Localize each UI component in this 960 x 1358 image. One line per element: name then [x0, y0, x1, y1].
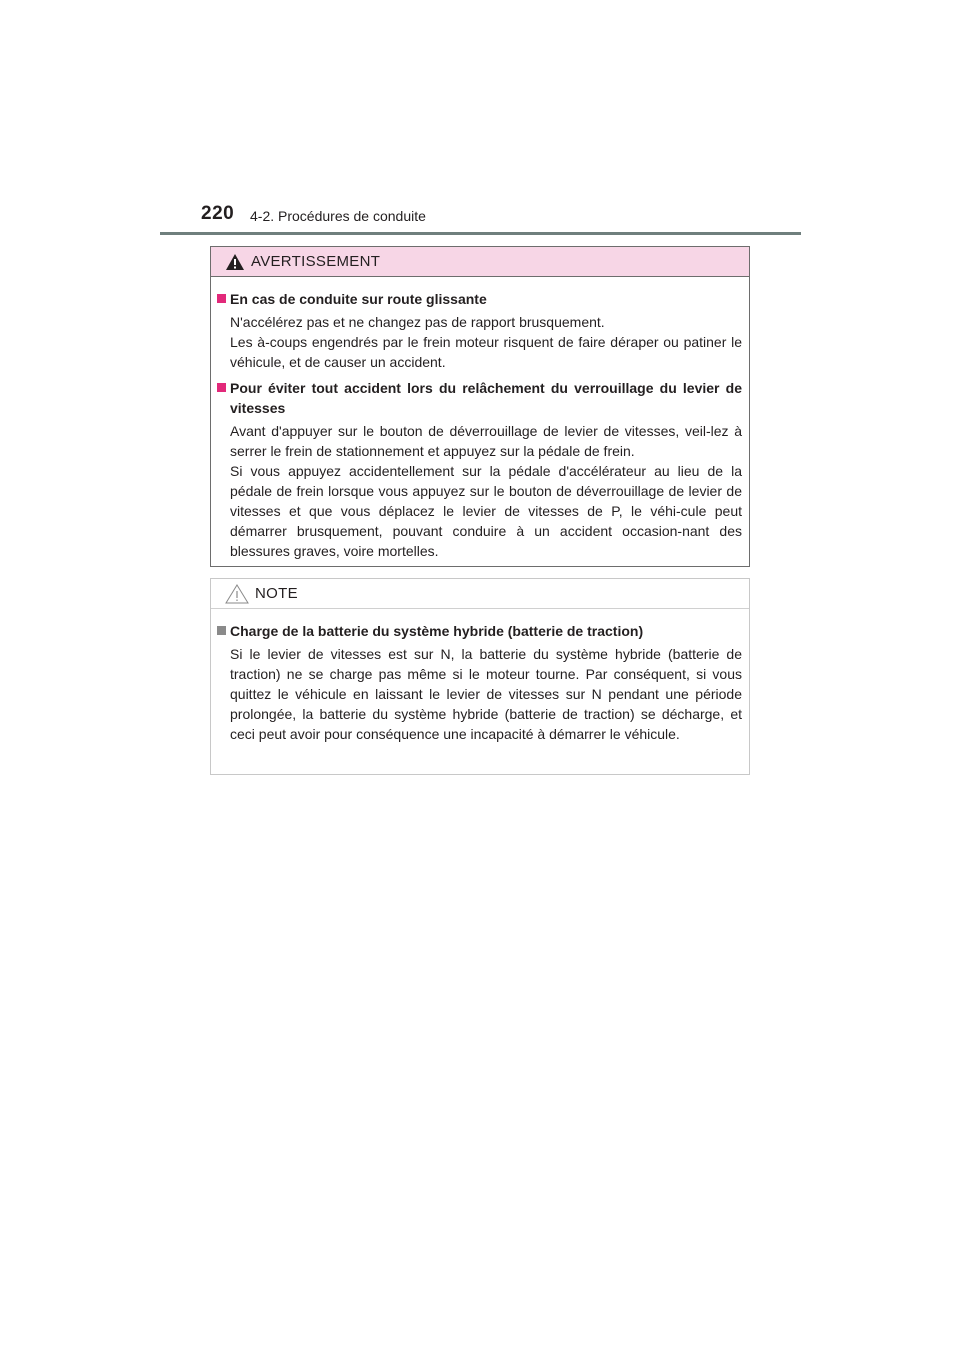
square-bullet-icon	[217, 626, 226, 635]
note-item-title	[217, 621, 742, 641]
page-number: 220	[201, 203, 235, 224]
warning-item-title	[217, 378, 742, 418]
warning-item-title-text: En cas de conduite sur route glissante	[230, 291, 487, 307]
paragraph: Les à-coups engendrés par le frein moteur risquent de faire déraper ou patiner le véhicule, et de causer un accident.	[230, 334, 742, 370]
paragraph: Avant d'appuyer sur le bouton de déverrouillage de levier de vitesses, veil-lez à serrer le frein de stationnement et appuyez sur la pédale de frein.	[230, 423, 742, 459]
section-title: 4-2. Procédures de conduite	[250, 208, 426, 224]
warning-item-title	[217, 289, 742, 309]
note-item	[217, 621, 742, 744]
warning-item-title-text: Pour éviter tout accident lors du relâchement du verrouillage du levier de vitesses	[230, 380, 742, 416]
note-item-body	[217, 644, 742, 744]
paragraph: N'accélérez pas et ne changez pas de rapport brusquement.	[230, 314, 605, 330]
square-bullet-icon	[217, 383, 226, 392]
note-title: NOTE	[255, 585, 298, 602]
warning-title: AVERTISSEMENT	[251, 253, 381, 270]
warning-triangle-icon	[225, 253, 245, 271]
note-item-title-text: Charge de la batterie du système hybride (batterie de traction)	[230, 623, 644, 639]
header-rule	[160, 232, 801, 235]
square-bullet-icon	[217, 294, 226, 303]
warning-item-body	[217, 312, 742, 372]
paragraph: Si vous appuyez accidentellement sur la pédale d'accélérateur au lieu de la pédale de frein lorsque vous appuyez sur le bouton de déverrouillage de levier de vitesses et que vous déplacez le levier de vitesses de P, le véhi-cule peut démarrer brusquement, pouvant conduire à un accident occasion-nant des blessures graves, voire mortelles.	[230, 463, 742, 559]
warning-item-body	[217, 421, 742, 561]
paragraph: Si le levier de vitesses est sur N, la batterie du système hybride (batterie de traction) ne se charge pas même si le moteur tourne. Par conséquent, si vous quittez le véhicule en laissant le levier de vitesses sur N pendant une période prolongée, la batterie du système hybride (batterie de traction) se décharge, et ceci peut avoir pour conséquence une incapacité à démarrer le véhicule.	[230, 646, 742, 742]
warning-box	[210, 246, 750, 567]
warning-item	[217, 378, 742, 561]
warning-header	[211, 247, 749, 277]
note-header	[211, 579, 749, 609]
caution-triangle-outline-icon	[225, 584, 249, 604]
warning-item	[217, 289, 742, 372]
note-box	[210, 578, 750, 775]
